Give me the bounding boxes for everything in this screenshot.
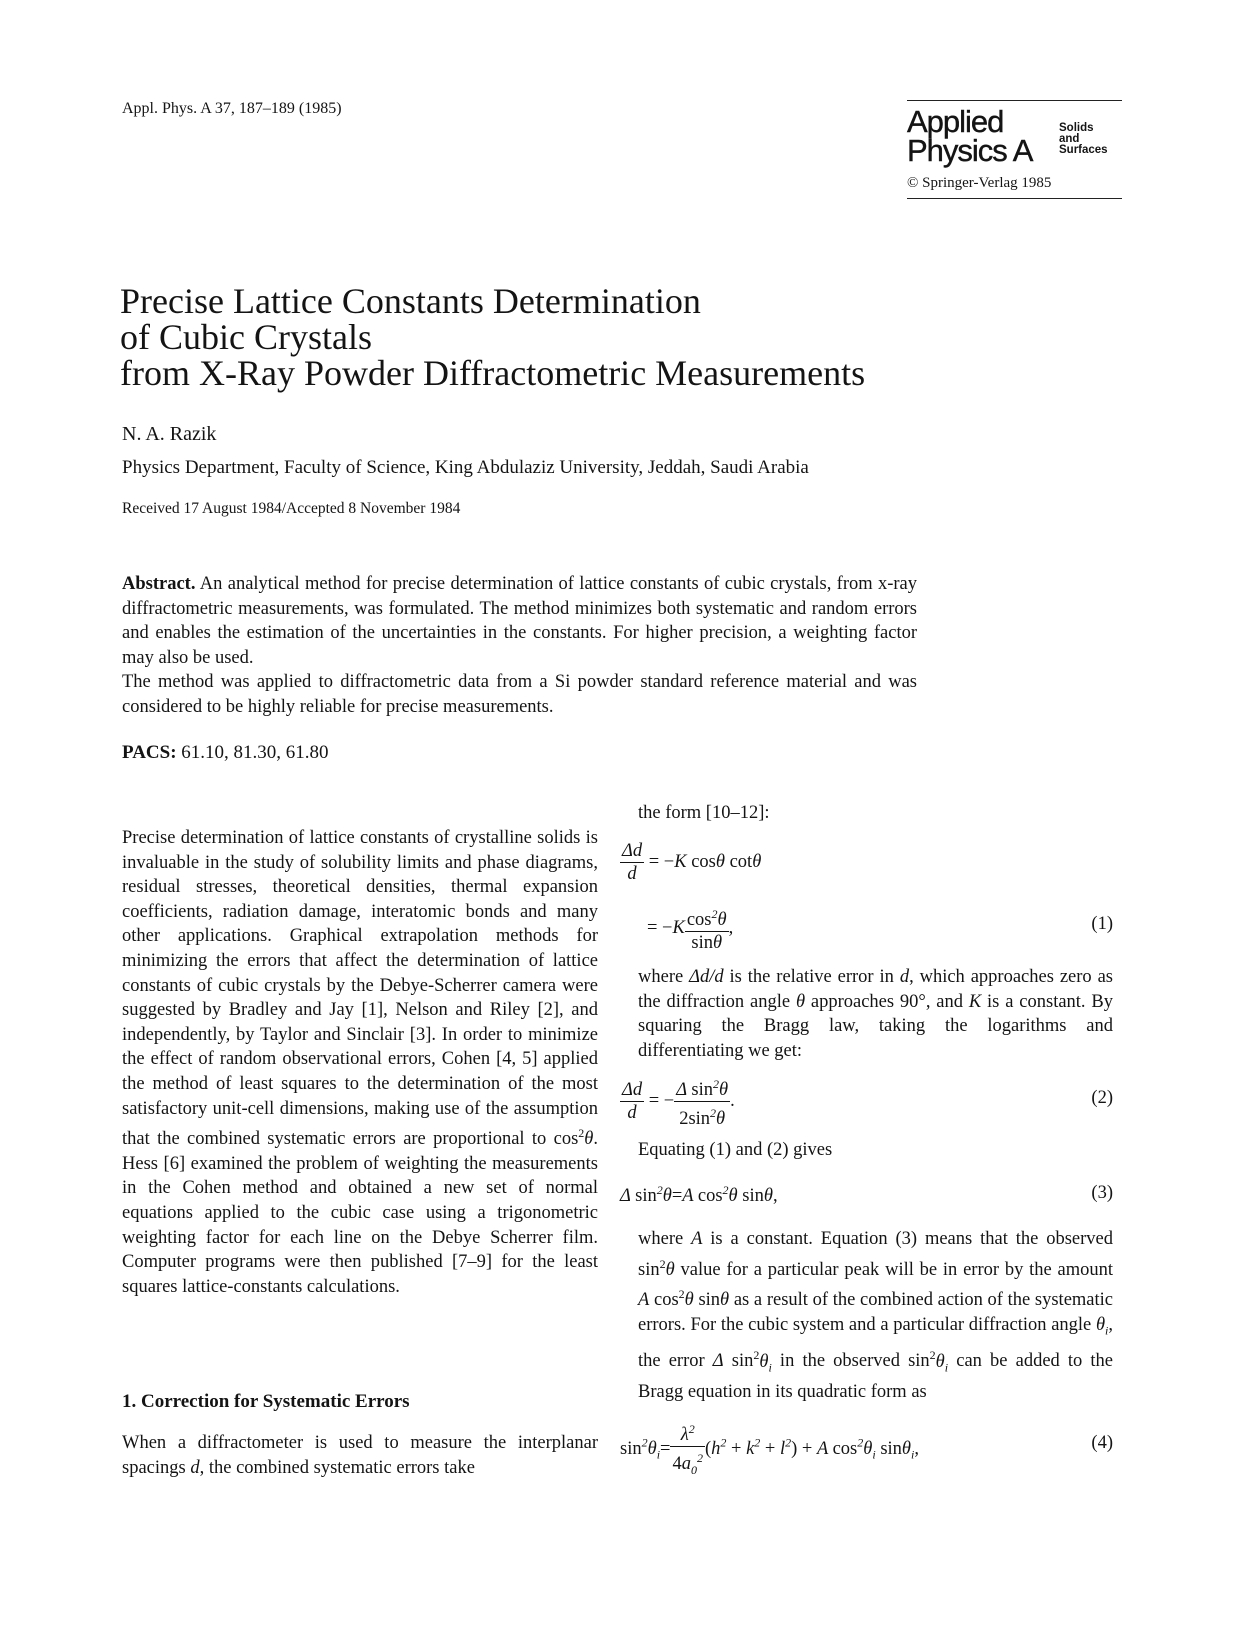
p1-var-k: K	[968, 991, 982, 1012]
copyright: © Springer-Verlag 1985	[907, 175, 1052, 191]
title-line-1: Precise Lattice Constants Determination	[120, 281, 701, 321]
equating-text: Equating (1) and (2) gives	[638, 1140, 833, 1160]
intro-paragraph: Precise determination of lattice constants of crystalline solids is invaluable in the study of solubility limits and phase diagrams, residual stresses, theoretical densities, thermal expansion coefficients, radiation damage, interatomic bonds and many other applications. Graphical extrapolation methods for minimizing the errors that affect the determination of lattice constants of cubic crystals by the Debye-Scherrer camera were suggested by Bradley and Jay [1], Nelson and Riley [2], and independently, by Taylor and Sinclair [3]. In order to minimize the effect of random observational errors, Cohen [4, 5] applied the method of least squares to the determination of the most satisfactory unit-cell dimensions, making use of the assumption that the combined systematic errors are proportional to $\cos^2\theta$. Hess [6] examined the problem of weighting the measurements in the Cohen method and obtained a new set of normal equations applied to the cubic case using a trigonometric weighting factor for each line on the Debye Scherrer film. Computer programs were then published [7–9] for the least squares lattice-constants calculations.	[122, 828, 598, 1297]
logo-bottom-rule	[907, 198, 1122, 199]
section-1-paragraph	[122, 1431, 598, 1480]
sec1-var-d: d	[190, 1457, 200, 1478]
sec1-text-a: When a diffractometer is used to measure the interplanar spacings	[122, 1433, 598, 1478]
logo-surfaces: Surfaces	[1059, 144, 1108, 156]
section-heading: 1. Correction for Systematic Errors	[122, 1391, 410, 1412]
p1-var-dd: Δd/d	[689, 967, 724, 987]
logo-physics-a: Physics A	[907, 133, 1033, 168]
pacs-codes: 61.10, 81.30, 61.80	[181, 742, 329, 763]
abstract-paragraph-1: An analytical method for precise determination of lattice constants of cubic crystals, from x-ray diffractometric measurements, was formulated. The method minimizes both systematic and random errors and enables the estimation of the uncertainties in the constants. For higher precision, a weighting factor may also be used.	[122, 574, 917, 668]
article-title	[120, 283, 865, 391]
pacs	[122, 742, 329, 764]
p2-text-g: can be added to the Bragg equation in its quadratic form as	[638, 1351, 1114, 1402]
title-line-2: of Cubic Crystals	[120, 317, 372, 357]
p1-text-c: , which approaches zero as the diffraction angle	[638, 967, 1113, 1012]
p2-text-a: where	[638, 1229, 692, 1249]
p1-text-b: is the relative error in	[723, 967, 900, 987]
pacs-label: PACS:	[122, 742, 177, 763]
p2-text-c: value for a particular peak will be in error by the amount	[674, 1259, 1113, 1280]
p1-text-d: approaches 90°, and	[805, 991, 969, 1012]
author: N. A. Razik	[122, 423, 217, 445]
journal-citation: Appl. Phys. A 37, 187–189 (1985)	[122, 100, 342, 117]
equation-4-number: (4)	[1091, 1433, 1113, 1453]
equation-1-number: (1)	[1091, 914, 1113, 934]
abstract-label: Abstract.	[122, 574, 196, 594]
after-equation-3-paragraph: where A is a constant. Equation (3) means that the observed $\sin^2\theta$ value for a particular peak will be in error by the amount A $\cos^2\theta$ sinθ as a result of the combined action of the systematic errors. For the cubic system and a particular diffraction angle $\theta_i$, the error Δ $\sin^2\theta_i$ in the observed $\sin^2\theta_i$ can be added to the Bragg equation in its quadratic form as	[638, 1229, 1114, 1402]
equation-1-line-1: $\frac{\Delta d}{d}$ = −K cosθ cotθ	[622, 841, 762, 884]
received-dates: Received 17 August 1984/Accepted 8 November 1984	[122, 500, 461, 517]
logo-applied: Applied	[907, 104, 1004, 139]
equation-2: $\frac{\Delta d}{d}$ = − $\frac{\Delta \sin^2\theta}{2\sin^2\theta}$ .	[620, 1073, 735, 1130]
equation-3-number: (3)	[1091, 1183, 1113, 1203]
p1-text-a: where	[638, 967, 690, 987]
p2-text-e: , the error	[638, 1315, 1113, 1372]
intro-text-a: Precise determination of lattice constants of crystalline solids is invaluable in the study of solubility limits and phase diagrams, residual stresses, theoretical densities, thermal expansion coefficients, radiation damage, interatomic bonds and many other applications. Graphical extrapolation methods for minimizing the errors that affect the determination of lattice constants of cubic crystals by the Debye-Scherrer camera were suggested by Bradley and Jay [1], Nelson and Riley [2], and independently, by Taylor and Sinclair [3]. In order to minimize the effect of random observational errors, Cohen [4, 5] applied the method of least squares to the determination of the most satisfactory unit-cell dimensions, making use of the assumption that the combined systematic errors are proportional to cos	[122, 828, 598, 1150]
title-line-3: from X-Ray Powder Diffractometric Measurements	[120, 353, 866, 393]
affiliation: Physics Department, Faculty of Science, King Abdulaziz University, Jeddah, Saudi Arabia	[122, 457, 809, 478]
p2-text-d: as a result of the combined action of the systematic errors. For the cubic system and a particular diffraction angle	[638, 1290, 1113, 1336]
logo-section	[1059, 123, 1108, 156]
p2-var-a: A	[691, 1229, 703, 1249]
abstract-paragraph-2: The method was applied to diffractometric data from a Si powder standard reference material and was considered to be highly reliable for precise measurements.	[122, 672, 917, 717]
logo-and: and	[1059, 133, 1080, 145]
logo-top-rule	[907, 100, 1122, 101]
equation-3: Δ $\sin^2\theta=A$ $\cos^2\theta$ sinθ,	[620, 1183, 778, 1207]
journal-logo	[907, 100, 1122, 199]
equation-4: $\sin^2\theta_i=$ $\frac{\lambda^2}{4a_0^2}$ $(h^2 + k^2 + l^2) + A$ $\cos^2\theta_i$ sinθ$_i$,	[620, 1418, 919, 1481]
logo-solids: Solids	[1059, 122, 1094, 134]
sec1-text-b: , the combined systematic errors take	[199, 1457, 475, 1478]
p2-text-b: is a constant. Equation (3) means that the observed sin	[638, 1229, 1113, 1280]
p2-text-f: in the observed sin	[771, 1351, 930, 1372]
equation-2-number: (2)	[1091, 1088, 1113, 1108]
form-intro: the form [10–12]:	[638, 803, 770, 823]
after-equation-1-paragraph: where Δd/d is the relative error in d, which approaches zero as the diffraction angle θ approaches 90°, and K is a constant. By squaring the Bragg law, taking the logarithms and differentiating we get:	[638, 967, 1113, 1061]
p1-text-e: is a constant. By squaring the Bragg law, taking the logarithms and differentiating we get:	[638, 991, 1113, 1061]
abstract	[122, 572, 917, 719]
equation-1-line-2: = −K $\frac{\cos^2\theta}{\sin\theta}$ ,	[647, 903, 733, 954]
intro-text-b: . Hess [6] examined the problem of weighting the measurements in the Cohen method and obtained a new set of normal equations applied to the cubic case using a trigonometric weighting factor for each line on the Debye Scherrer film. Computer programs were then published [7–9] for the least squares lattice-constants calculations.	[122, 1129, 598, 1297]
